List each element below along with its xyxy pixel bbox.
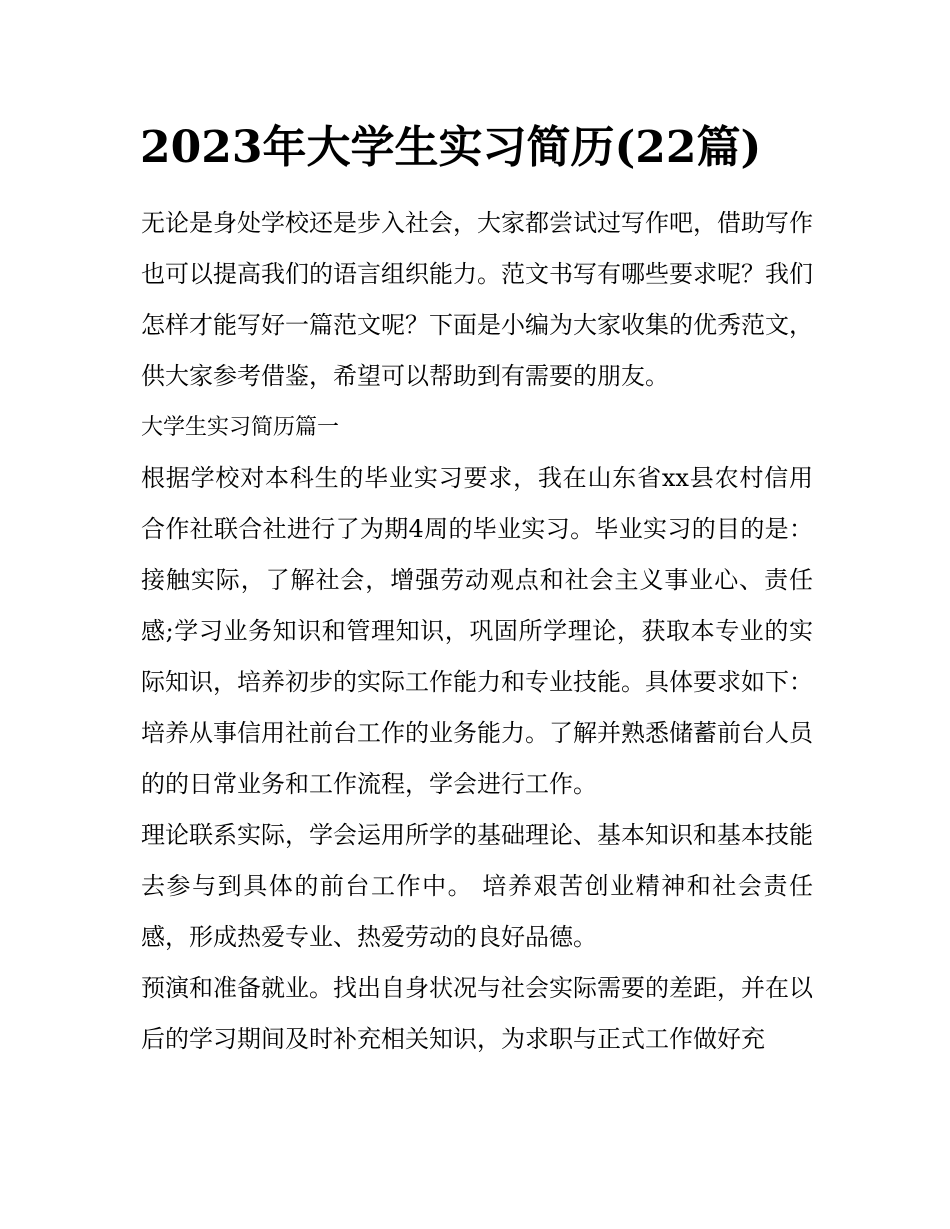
intro-paragraph: 无论是身处学校还是步入社会，大家都尝试过写作吧，借助写作也可以提高我们的语言组织能力。范文书写有哪些要求呢？我们怎样才能写好一篇范文呢？下面是小编为大家收集的优秀范文，供大家参考借鉴，希望可以帮助到有需要的朋友。: [141, 209, 813, 390]
document-title: 2023年大学生实习简历(22篇): [140, 122, 762, 173]
body-paragraph-4: 预演和准备就业。找出自身状况与社会实际需要的差距，并在以后的学习期间及时补充相关知识，为求职与正式工作做好充: [141, 974, 813, 1053]
body-paragraph-1: 根据学校对本科生的毕业实习要求，我在山东省xx县农村信用合作社联合社进行了为期4周的毕业实习。毕业实习的目的是：接触实际，了解社会，增强劳动观点和社会主义事业心、责任感;学习业务知识和管理知识，巩固所学理论，获取本专业的实际知识，培养初步的实际工作能力和专业技能。具体要求如下：: [141, 464, 813, 696]
body-paragraph-3: 理论联系实际，学会运用所学的基础理论、基本知识和基本技能去参与到具体的前台工作中。 培养艰苦创业精神和社会责任感，形成热爱专业、热爱劳动的良好品德。: [141, 821, 813, 951]
section-heading: 大学生实习简历篇一: [141, 415, 340, 440]
body-paragraph-2: 培养从事信用社前台工作的业务能力。了解并熟悉储蓄前台人员的的日常业务和工作流程，学会进行工作。: [141, 719, 813, 798]
document-body: [141, 198, 813, 1065]
